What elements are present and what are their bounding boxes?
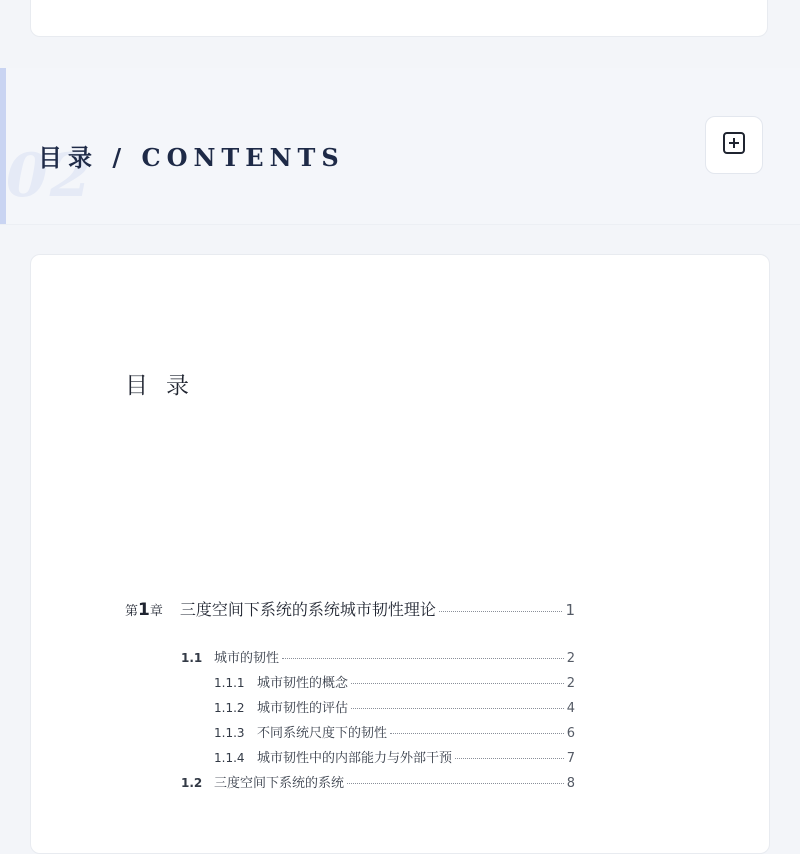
subsection-number-label: 1.1.1	[214, 676, 245, 690]
subsection-number-label: 1.1.3	[214, 726, 245, 740]
plus-square-icon	[722, 131, 746, 159]
chapter-number: 1	[138, 600, 150, 620]
toc-leader	[351, 683, 564, 684]
toc-leader	[455, 758, 564, 759]
chapter-title: 三度空间下系统的系统城市韧性理论	[179, 600, 436, 619]
page-number: 2	[566, 676, 575, 691]
subsection-title-label: 城市韧性中的内部能力与外部干预	[257, 751, 453, 766]
section-title: 目录 / CONTENTS	[38, 143, 345, 172]
toc-leader	[282, 658, 564, 659]
section-number-label: 1.2	[181, 776, 203, 790]
toc-section-row[interactable]	[181, 772, 575, 791]
toc-leader	[439, 611, 563, 612]
page-number: 4	[566, 701, 575, 716]
toc-leader	[347, 783, 564, 784]
chapter-prefix: 第	[125, 604, 139, 619]
toc-section-row[interactable]	[181, 647, 575, 666]
chapter-suffix: 章	[149, 604, 163, 619]
subsection-title-label: 城市韧性的概念	[257, 676, 349, 691]
document-heading: 目录	[125, 373, 207, 399]
toc-subsection-row[interactable]	[214, 672, 575, 691]
add-button[interactable]	[705, 116, 763, 174]
previous-page-card	[30, 0, 768, 37]
section-number: 02	[6, 141, 94, 211]
subsection-title-label: 不同系统尺度下的韧性	[257, 726, 388, 741]
page-number: 2	[566, 651, 575, 666]
subsection-number-label: 1.1.4	[214, 751, 245, 765]
toc-chapter-row[interactable]	[125, 597, 575, 620]
page-number: 6	[566, 726, 575, 741]
toc-subsection-row[interactable]	[214, 722, 575, 741]
page-number: 1	[565, 601, 575, 619]
section-title-label: 城市的韧性	[214, 651, 280, 666]
toc-subsection-row[interactable]	[214, 747, 575, 766]
subsection-number-label: 1.1.2	[214, 701, 245, 715]
section-title-label: 三度空间下系统的系统	[214, 776, 345, 791]
toc-leader	[351, 708, 564, 709]
page-number: 8	[566, 776, 575, 791]
document-page	[30, 254, 770, 854]
subsection-title-label: 城市韧性的评估	[257, 701, 349, 716]
toc-subsection-row[interactable]	[214, 697, 575, 716]
page-number: 7	[566, 751, 575, 766]
section-number-label: 1.1	[181, 651, 203, 665]
section-header	[0, 68, 800, 225]
toc-leader	[390, 733, 564, 734]
